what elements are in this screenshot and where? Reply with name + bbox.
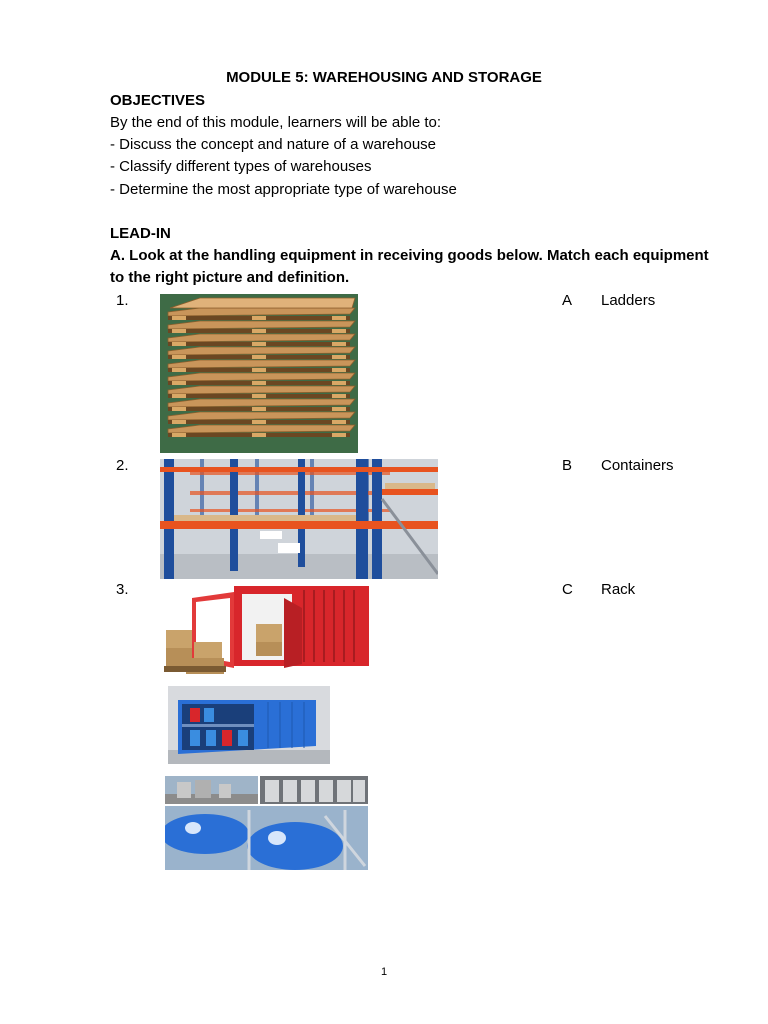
container-picture	[164, 584, 369, 676]
option-label-b: Containers	[601, 457, 674, 474]
objective-item-1: - Discuss the concept and nature of a warehouse	[110, 136, 437, 153]
leadin-heading: LEAD-IN	[110, 225, 171, 242]
item-number-3: 3.	[116, 581, 129, 598]
blue-storage-unit-picture	[168, 686, 330, 764]
item-number-1: 1.	[116, 292, 129, 309]
option-label-c: Rack	[601, 581, 636, 598]
objectives-heading: OBJECTIVES	[110, 92, 206, 109]
option-letter-a: A	[562, 292, 573, 309]
option-letter-c: C	[562, 581, 573, 598]
objectives-intro: By the end of this module, learners will be able to:	[110, 114, 442, 131]
leadin-instruction-line1: A. Look at the handling equipment in receiving goods below. Match each equipment	[110, 247, 709, 264]
item-number-2: 2.	[116, 457, 129, 474]
leadin-instruction-line2: to the right picture and definition.	[110, 269, 350, 286]
rack-picture	[160, 459, 438, 579]
page-number: 1	[380, 966, 388, 978]
pallets-picture	[160, 294, 358, 453]
objective-item-2: - Classify different types of warehouses	[110, 158, 372, 175]
option-letter-b: B	[562, 457, 573, 474]
option-label-a: Ladders	[601, 292, 656, 309]
tanks-picture	[165, 776, 368, 870]
page-title: MODULE 5: WAREHOUSING AND STORAGE	[226, 69, 542, 86]
objective-item-3: - Determine the most appropriate type of warehouse	[110, 181, 457, 198]
